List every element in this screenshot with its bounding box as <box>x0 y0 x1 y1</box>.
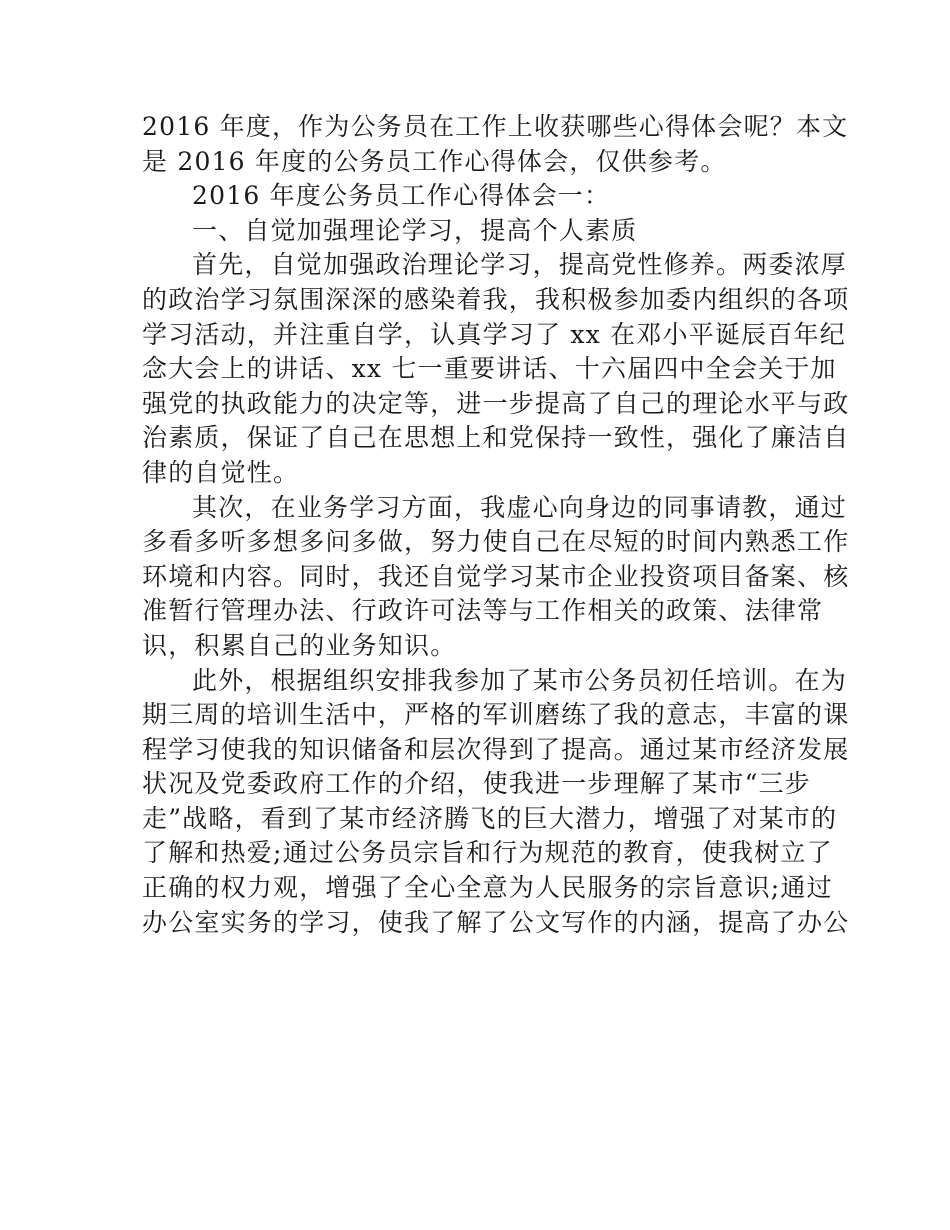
text-line: 环境和内容。同时，我还自觉学习某市企业投资项目备案、核 <box>142 561 850 591</box>
text-line: 此外，根据组织安排我参加了某市公务员初任培训。在为 <box>192 665 848 695</box>
text-line: 律的自觉性。 <box>142 457 300 487</box>
text-line: 了解和热爱;通过公务员宗旨和行为规范的教育，使我树立了 <box>142 838 833 868</box>
text-line: 准暂行管理办法、行政许可法等与工作相关的政策、法律常 <box>142 596 824 626</box>
text-line: 多看多听多想多问多做，努力使自己在尽短的时间内熟悉工作 <box>142 527 850 557</box>
text-line: 办公室实务的学习，使我了解了公文写作的内涵，提高了办公 <box>142 907 850 937</box>
text-line: 走”战略，看到了某市经济腾飞的巨大潜力，增强了对某市的 <box>142 803 838 833</box>
text-line: 强党的执政能力的决定等，进一步提高了自己的理论水平与政 <box>142 388 850 418</box>
text-line: 的政治学习氛围深深的感染着我，我积极参加委内组织的各项 <box>142 284 850 314</box>
text-line: 程学习使我的知识储备和层次得到了提高。通过某市经济发展 <box>142 734 850 764</box>
text-line: 识，积累自己的业务知识。 <box>142 630 457 660</box>
text-line: 2016 年度公务员工作心得体会一： <box>192 181 611 211</box>
document-body <box>142 110 850 940</box>
text-line: 正确的权力观，增强了全心全意为人民服务的宗旨意识;通过 <box>142 873 833 903</box>
text-line: 其次，在业务学习方面，我虚心向身边的同事请教，通过 <box>192 492 848 522</box>
text-line: 学习活动，并注重自学，认真学习了 xx 在邓小平诞辰百年纪 <box>142 319 846 349</box>
text-line: 是 2016 年度的公务员工作心得体会，仅供参考。 <box>142 146 727 176</box>
text-line: 念大会上的讲话、xx 七一重要讲话、十六届四中全会关于加 <box>142 354 837 384</box>
text-line: 期三周的培训生活中，严格的军训磨练了我的意志，丰富的课 <box>142 700 850 730</box>
text-line: 2016 年度，作为公务员在工作上收获哪些心得体会呢？本文 <box>142 112 849 141</box>
text-line: 治素质，保证了自己在思想上和党保持一致性，强化了廉洁自 <box>142 423 850 453</box>
text-line: 一、自觉加强理论学习，提高个人素质 <box>192 215 638 245</box>
text-line: 首先，自觉加强政治理论学习，提高党性修养。两委浓厚 <box>192 250 848 280</box>
text-line: 状况及党委政府工作的介绍，使我进一步理解了某市“三步 <box>142 769 811 799</box>
